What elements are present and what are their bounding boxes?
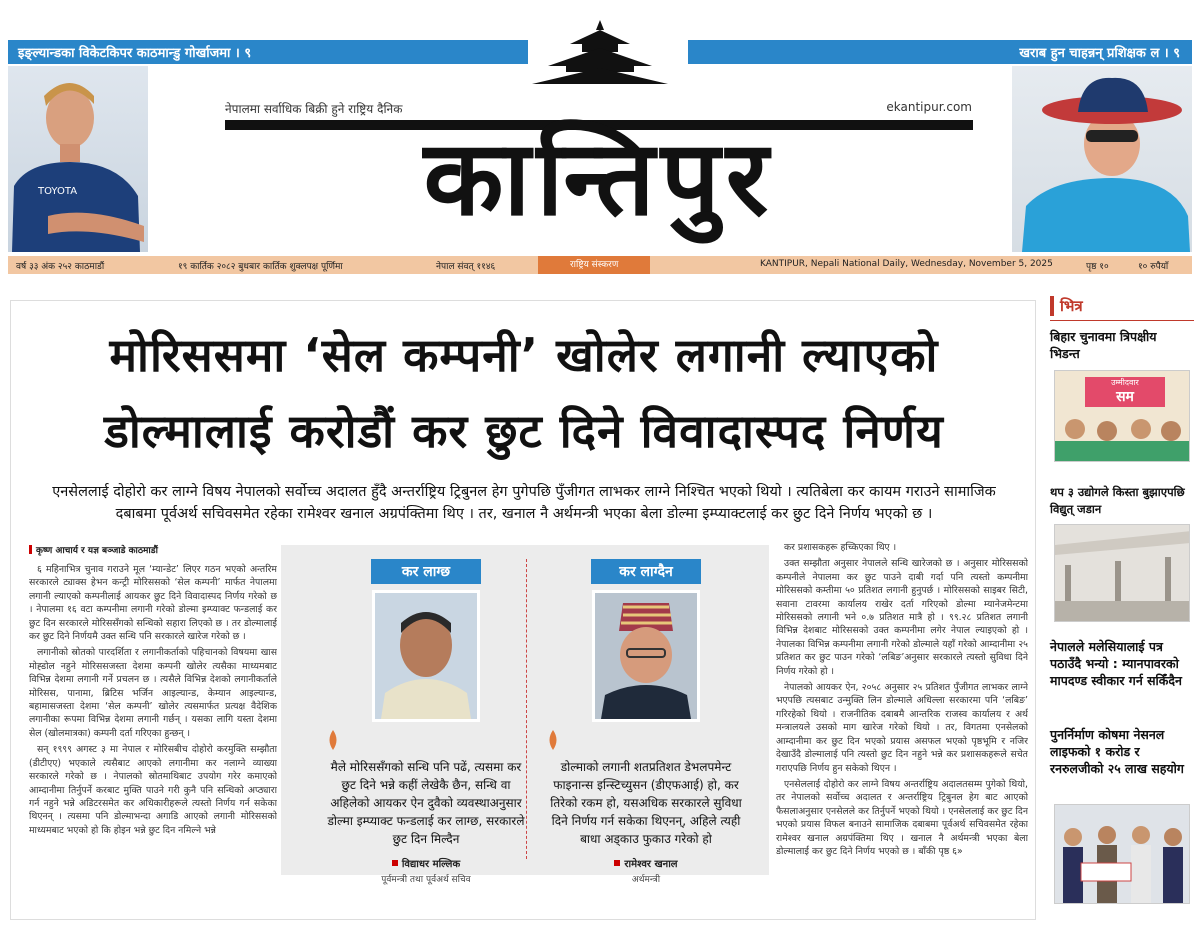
newspaper-logo: कान्तिपुर — [423, 117, 775, 239]
paragraph: उक्त सम्झौता अनुसार नेपालले सन्धि खारेजको छ । अनुसार मोरिससको कम्पनीले नेपालमा कर छुट पाउने दाबी गर्दा पनि त्यस्तो कम्पनीमा मोरिससको कम्तीमा ५० प्रतिशत लगानी हुनुपर्छ । मोरिससको साइबर सिटी, सवाना टावरमा कार्यालय राखेर दर्ता गरिएको डोल्मा म्यानेजमेन्टमा मोरिससको लगानी भने ०.७ प्रतिशत मात्रै हो । ९९.२८ प्रतिशत लगानी विभिन्न देशबाट मोरिससको उक्त कम्पनीमा लगेर नेपाल ल्याइएको हो । नेपालका विभिन्न कम्पनीमा लगानी गरेको डोल्माले यहाँ गरेको आम्दानीमा २५ प्रतिशत कर छुट पाउन गरेको ‘लबिङ’अनुसार सरकारले त्यस्तो सुविधा दिने निर्णय गरेको हो । — [776, 558, 1028, 677]
quote-comparison-box — [281, 545, 769, 885]
dateline-bar — [8, 256, 1192, 274]
paragraph: कर प्रशासकहरू हच्किएका थिए । — [784, 542, 897, 553]
cricketer-photo — [8, 66, 148, 252]
main-story — [10, 300, 1036, 920]
sidebar-item-bihar[interactable]: बिहार चुनावमा त्रिपक्षीय भिडन्त — [1050, 329, 1157, 361]
quote-tax-applies — [326, 559, 526, 885]
page-count: पृष्ठ १० — [1086, 262, 1109, 272]
quote-text-right: डोल्माको लगानी शतप्रतिशत डेभलपमेन्ट फाइनान्स इन्स्टिच्युसन (डीएफआई) हो, कर तिरेको रकम हो, यसअधिक सरकारले सुविधा दिने निर्णय गर्न सकेका थिएनन्, अहिले त्यही बाधा अड्काउ फुकाउ गरेको हो — [550, 760, 742, 846]
masthead-tagline: नेपालमा सर्वाधिक बिक्री हुने राष्ट्रिय दैनिक — [225, 102, 403, 116]
sidebar-image-donation — [1054, 804, 1190, 904]
price: १० रुपैयाँ — [1138, 262, 1169, 272]
quote-text-left: मैले मोरिससँगको सन्धि पनि पढें, त्यसमा कर छुट दिने भन्ने कहीं लेखेकै छैन, सन्धि वा अहिलेको आयकर ऐन दुवैको व्यवस्थाअनुसार डोल्मा इम्प्याक्ट फन्डलाई कर लाग्छ, सरकारले छुट दिन मिल्दैन — [327, 760, 525, 846]
paragraph: लगानीको स्रोतको पारदर्शिता र लगानीकर्ताको पहिचानको विषयमा खास मोह्डोल नहुने मोरिससजस्ता देशमा कम्पनी खोलेर त्यसैका माध्यमबाट विभिन्न देशमा लगानी गर्ने प्रचलन छ । त्यसैले विभिन्न देशको लगानीकर्ताले मोरिसस, पानामा, ब्रिटिस भर्जिन आइल्यान्ड, केम्यान आइल्यान्ड, बहामासजस्ता देशमा ‘सेल कम्पनी’ खोलेर त्यसमार्फत प्रत्यक्ष वैदेशिक लगानीका रूपमा विभिन्न देशमा लगानी गर्छन् । यसका लागि यस्ता देशमा सेल (खोलमात्रका) कम्पनी दर्ता गरिएका हुन्छन् । — [29, 647, 277, 739]
sidebar-item-reconstruction[interactable]: पुनर्निर्माण कोषमा नेसनल लाइफको १ करोड र रनरुलजीको २५ लाख सहयोग — [1050, 727, 1184, 776]
headline-line-1[interactable]: मोरिससमा ‘सेल कम्पनी’ खोलेर लगानी ल्याएको — [109, 328, 939, 382]
english-dateline: KANTIPUR, Nepali National Daily, Wednesday, November 5, 2025 — [760, 259, 1053, 269]
svg-text:TOYOTA: TOYOTA — [38, 186, 78, 197]
sidebar-item-industry[interactable]: थप ३ उद्योगले किस्ता बुझाएपछि विद्युत् जडान — [1050, 485, 1185, 516]
quote-name-right: रामेश्वर खनाल — [546, 856, 746, 870]
pagoda-logo-icon — [530, 18, 670, 88]
quote-role-left: पूर्वमन्त्री तथा पूर्वअर्थ सचिव — [381, 875, 471, 885]
headline-line-2[interactable]: डोल्मालाई करोडौं कर छुट दिने विवादास्पद निर्णय — [104, 404, 944, 458]
banner-caption: उम्मीदवार — [1111, 378, 1139, 387]
quote-pointer-icon — [546, 730, 560, 750]
nepali-date: १९ कार्तिक २०८२ बुधबार कार्तिक शुक्लपक्ष पूर्णिमा — [178, 262, 343, 272]
top-teaser-left[interactable]: इङ्ल्यान्डका विकेटकिपर काठमान्डु गोर्खाजमा । ९ — [18, 46, 252, 61]
quote-label-right: कर लाग्दैन — [591, 559, 701, 584]
byline: कृष्ण आचार्य र यज्ञ बञ्जाडे काठमाडौं — [29, 543, 158, 556]
paragraph: ६ महिनाभित्र चुनाव गराउने मूल ‘म्यान्डेट’ लिएर गठन भएको अन्तरिम सरकारले ट्याक्स हेभन कन्ट्री मोरिससको ‘सेल कम्पनी’ मार्फत नेपालमा लगानी ल्याएको कम्पनीलाई आयकर छुट दिने विवादास्पद निर्णय गरेको छ । नेपालमा १६ वटा कम्पनीमा लगानी गरेको डोल्मा इम्प्याक्ट फन्डलाई कर छुट दिन सरकारले मोरिससँगको सन्धिको सहारा लिएको छ । तर डोल्मालाई कर छुट दिने निर्णयमै उक्त सन्धि पनि सरकारले खारेज गरेको छ । — [29, 564, 277, 643]
paragraph: सन् १९९९ अगस्ट ३ मा नेपाल र मोरिसबीच दोहोरो करमुक्ति सम्झौता (डीटीएए) भएकाले त्यसैबाट आएको लगानीमा कर नलाग्ने व्याख्या सरकारले गरेको छ । नेपालको स्रोतमाथिबाट उपयोग गरेर कमाएको आम्दानीमा तिर्नुपर्ने करबाट मुक्ति पाउने गरी कुनै पनि सन्धिको अप्ठ्यारा गर्न नहुने भन्ने अडिटरसमेत कर अधिकारीहरूले त्यस्तो निर्णय गर्न सकेका थिएनन् । त्यसमा पनि डोल्माभन्दा अगाडि आएको लगानी मोरिससको माध्यमबाट भएको हो कि होइन भन्ने छुट दिन नमिल्ने भन्ने — [29, 744, 277, 836]
quote-pointer-icon — [326, 730, 340, 750]
sidebar-heading: भित्र — [1050, 296, 1194, 316]
sidebar-image-bihar — [1054, 370, 1190, 462]
paragraph: एनसेललाई दोहोरो कर लाग्ने विषय अन्तर्राष्ट्रिय अदालतसम्म पुगेको थियो, तर नेपालको सर्वोच्च अदालत र अन्तर्राष्ट्रिय ट्रिबुनल हेग बाट आएको फैसलाअनुसार एनसेलले कर तिर्नुपर्ने भएको थियो । एनसेललाई कर छुट दिन भएको प्रयास विफल बनाउने सामाजिक दबाबमा पूर्वअर्थ सचिवसमेत रहेका रामेश्वर खनाल अग्रपंक्तिमा थिए । खनाल नै अर्थमन्त्री भएका बेला डोल्मालाई कर छुट दिने निर्णय भएको छ । बाँकी पृष्ठ ६» — [776, 778, 1028, 857]
story-lead: एनसेललाई दोहोरो कर लाग्ने विषय नेपालको सर्वोच्च अदालत हुँदै अन्तर्राष्ट्रिय ट्रिबुनल हेग पुगेपछि पुँजीगत लाभकर लाग्ने निश्चित भएको थियो । त्यतिबेला कर कायम गराउने सामाजिक दबाबमा पूर्वअर्थ सचिवसमेत रहेका रामेश्वर खनाल अग्रपंक्तिमा थिए । तर, खनाल नै अर्थमन्त्री भएका बेला डोल्मा इम्प्याक्टलाई कर छुट दिने निर्णय भएको छ । — [52, 484, 996, 522]
paragraph: नेपालको आयकर ऐन, २०५८ अनुसार २५ प्रतिशत पुँजीगत लाभकर लाग्ने भएपछि त्यसबाट उन्मुक्ति लिन डोल्माले अधिल्ला सरकारमा पनि ‘लबिङ’ गरिरहेको थियो । राजनीतिक दबाबमै आन्तरिक राजस्व कार्यालय र अर्थ मन्त्रालयले उसको माग खारेज गरेको थियो । तर, विगतमा एनसेलको आम्दानीमा कर छुट दिन भएको प्रयास असफल भएको पृष्ठभूमि र नजिर देखाउँदै डोल्मालाई पनि त्यस्तो छुट दिन नहुने भन्ने कर प्रशासकहरूले सचेत गराएपछि निर्णय हुन सकेको थिएन । — [776, 682, 1028, 774]
quote-photo-right — [592, 590, 700, 722]
top-teaser-right[interactable]: खराब हुन चाहन्नन् प्रशिक्षक ल । ९ — [1019, 46, 1180, 61]
volume-issue: वर्ष ३३ अंक २५२ काठमाडौं — [16, 262, 105, 272]
quote-role-right: अर्थमन्त्री — [631, 875, 661, 885]
quote-name-left: विद्याधर मल्लिक — [326, 856, 526, 870]
quote-label-left: कर लाग्छ — [371, 559, 481, 584]
nepal-samvat: नेपाल संवत् ११४६ — [436, 262, 496, 272]
quote-photo-left — [372, 590, 480, 722]
coach-photo — [1012, 66, 1192, 252]
quote-tax-exempt — [546, 559, 746, 885]
edition-label: राष्ट्रिय संस्करण — [538, 256, 650, 274]
website-url[interactable]: ekantipur.com — [886, 100, 972, 114]
sidebar-image-factory — [1054, 524, 1190, 622]
sidebar-item-malaysia[interactable]: नेपालले मलेसियालाई पत्र पठाउँदै भन्यो : म्यानपावरको मापदण्ड स्वीकार गर्न सकिँदैन — [1050, 639, 1182, 688]
quote-divider — [526, 559, 527, 859]
inside-sidebar — [1050, 296, 1194, 920]
story-column-right — [776, 541, 1028, 916]
story-column-left — [29, 563, 277, 913]
banner-text: सम — [1116, 389, 1134, 405]
